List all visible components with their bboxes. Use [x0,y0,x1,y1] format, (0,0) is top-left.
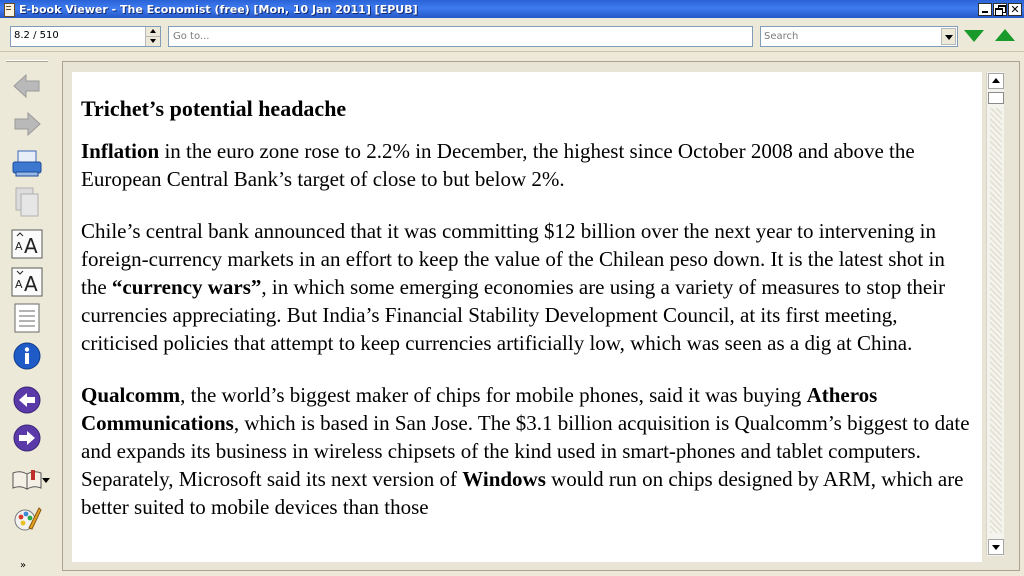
copy-icon [12,186,42,218]
book-page[interactable] [72,72,982,562]
next-page-icon [12,423,42,453]
svg-text:A: A [15,278,23,291]
search-combobox[interactable] [760,26,958,47]
page-position-spinbox[interactable] [10,26,161,47]
paragraph-text: , in which some emerging economies are using a variety of measures to stop their currencies appreciating. But India’s Financial Stability Development Council, at its first meeting, criticised policies that attempt to keep currencies artificially low, which was seen as a dig at China. [81,275,946,355]
svg-text:A: A [24,234,38,258]
paragraph-chile [81,217,973,357]
font-smaller-icon [10,266,44,298]
article-heading: Trichet’s potential headache [81,96,347,121]
back-button[interactable] [8,68,46,104]
spin-down-button[interactable] [146,36,160,45]
find-next-button[interactable] [964,28,984,44]
scroll-up-button[interactable] [988,73,1004,89]
window-controls [978,3,1022,16]
font-larger-button[interactable] [8,226,46,262]
more-tools-icon[interactable]: » [20,560,27,571]
chevron-down-icon [42,478,50,483]
preferences-button[interactable] [8,500,46,536]
top-toolbar [0,22,1024,52]
info-icon [12,341,42,371]
bold-term: “currency wars” [111,275,262,299]
print-button[interactable] [8,146,46,182]
search-dropdown-button[interactable] [941,28,956,45]
info-button[interactable] [8,338,46,374]
paragraph-text: in the euro zone rose to 2.2% in December, the highest since October 2008 and above the European Central Bank’s target of close to but below 2%. [81,139,915,191]
restore-button[interactable] [993,3,1007,16]
svg-text:A: A [24,272,38,296]
forward-button[interactable] [8,106,46,142]
spinbox-arrows [145,27,160,46]
paragraph-text: , the world’s biggest maker of chips for mobile phones, said it was buying [180,383,807,407]
toc-button[interactable] [8,300,46,336]
preferences-icon [11,502,43,534]
close-button[interactable]: ✕ [1008,3,1022,16]
minimize-button[interactable] [978,3,992,16]
title-bar [0,0,1024,18]
lead-term: Qualcomm [81,383,181,407]
search-input[interactable] [761,27,941,46]
scroll-thumb[interactable] [988,92,1004,104]
scroll-down-button[interactable] [988,539,1004,555]
bold-term: Atheros Communications [81,383,878,435]
find-previous-button[interactable] [995,28,1015,44]
copy-button[interactable] [8,184,46,220]
toolbar-grip[interactable] [6,60,48,62]
paragraph-qualcomm [81,381,973,521]
back-arrow-icon [12,72,42,100]
toc-icon [13,302,41,334]
bold-term: Windows [462,467,546,491]
bookmarks-button[interactable] [8,462,46,498]
vertical-scrollbar[interactable] [986,72,1004,556]
paragraph-text: Chile’s central bank announced that it was committing $12 billion over the next year to intervening in foreign-currency markets in an effort to keep the value of the Chilean peso down. It is the latest shot in the [81,219,945,299]
article [72,72,982,521]
font-smaller-button[interactable] [8,264,46,300]
ebook-app-icon [2,2,16,16]
left-toolbar [0,56,52,576]
paragraph-inflation [81,137,973,193]
previous-page-icon [12,385,42,415]
goto-input[interactable] [168,26,753,47]
paragraph-text: , which is based in San Jose. The $3.1 billion acquisition is Qualcomm’s biggest to date and expands its business in wireless chipsets of the kind used in smart-phones and tablet computers. Separately, Microsoft said its next version of [81,411,970,491]
font-larger-icon [10,228,44,260]
scroll-track[interactable] [990,108,1002,533]
page-position-value[interactable]: 8.2 / 510 [14,30,59,41]
svg-text:A: A [15,240,23,253]
paragraph-text: would run on chips designed by ARM, which are better suited to mobile devices than those [81,467,964,519]
window-title: E-book Viewer - The Economist (free) [Mon, 10 Jan 2011] [EPUB] [19,2,418,16]
next-page-button[interactable] [8,420,46,456]
printer-icon [11,149,43,179]
spin-up-button[interactable] [146,27,160,36]
lead-term: Inflation [81,139,160,163]
previous-page-button[interactable] [8,382,46,418]
forward-arrow-icon [12,110,42,138]
bookmarks-icon [11,467,43,493]
